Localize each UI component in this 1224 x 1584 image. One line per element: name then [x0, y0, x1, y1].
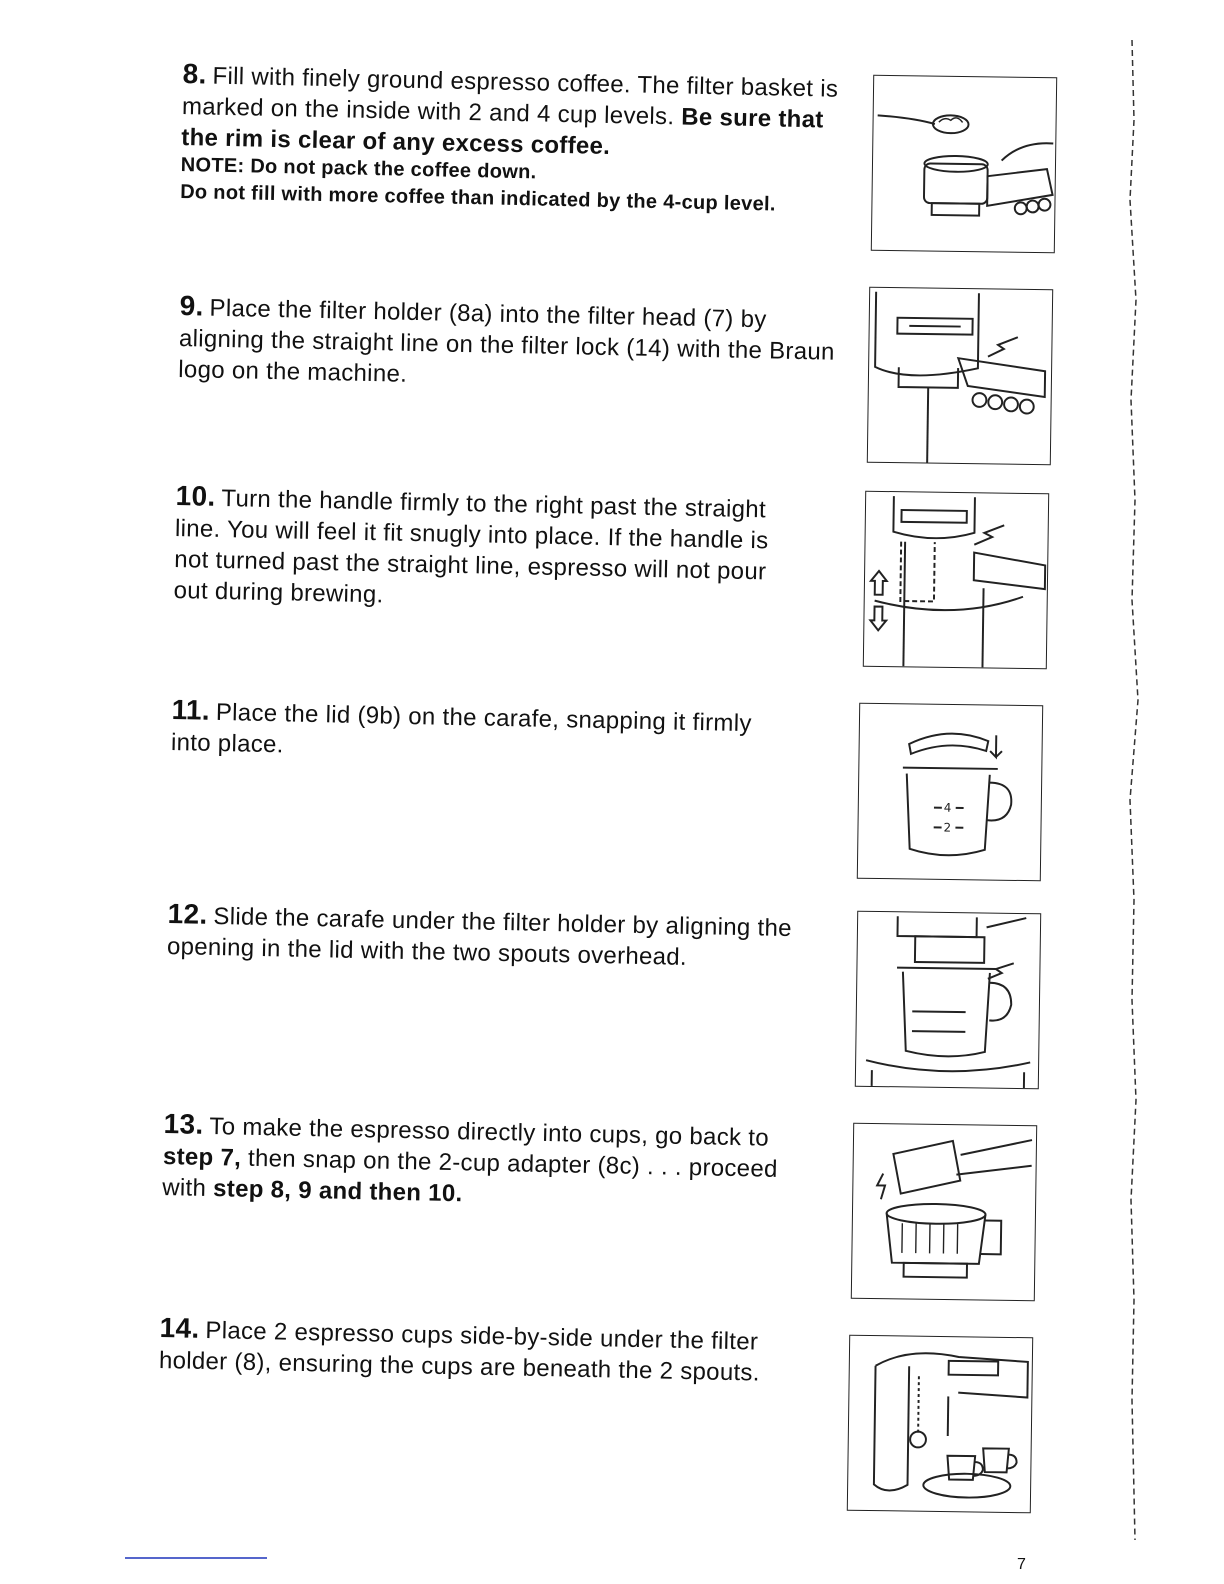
step-text: To make the espresso directly into cups, go back to [209, 1112, 770, 1152]
figure-carafe-position [855, 911, 1041, 1090]
step-reference: step 8, 9 and then 10. [212, 1175, 463, 1208]
step-number: 12. [167, 898, 208, 930]
carafe-mark-4: 4 [943, 800, 952, 815]
step-12 [167, 898, 808, 975]
step-text: Place the filter holder (8a) into the filter head (7) by aligning the straight line on the filter lock (14) with the Braun logo on the machine. [178, 294, 835, 388]
step-10 [173, 480, 786, 619]
step-text: Place the lid (9b) on the carafe, snapping it firmly into place. [170, 698, 752, 759]
figure-fill-coffee [871, 75, 1057, 254]
step-text: Turn the handle firmly to the right past the straight line. You will feel it fit snugly into place. If the handle is not turned past the straight line, espresso will not pour out during brewing. [173, 484, 769, 609]
step-text: then snap on the 2-cup adapter (8c) . . . proceed with [162, 1144, 778, 1202]
step-number: 9. [179, 290, 204, 322]
note-line: Do not fill with more coffee than indicated by the 4-cup level. [179, 180, 776, 216]
step-text: Slide the carafe under the filter holder by aligning the opening in the lid with the two spouts overhead. [166, 902, 793, 971]
step-number: 11. [171, 694, 211, 726]
note-line: NOTE: Do not pack the coffee down. [180, 153, 537, 184]
step-number: 10. [175, 480, 216, 512]
figure-turn-handle [863, 491, 1049, 670]
page-bottom-line [125, 1557, 267, 1559]
step-text: Fill with finely ground espresso coffee. The filter basket is marked on the inside with 2 and 4 cup levels. [181, 62, 839, 131]
step-14 [159, 1312, 810, 1390]
step-warning: Be sure that the rim is clear of any excess coffee. [181, 103, 824, 160]
step-number: 14. [159, 1312, 200, 1344]
carafe-mark-2: 2 [943, 820, 952, 835]
figure-insert-filter-holder [867, 287, 1053, 466]
scan-edge-artifact [1112, 40, 1148, 1540]
step-number: 8. [182, 58, 207, 90]
figure-carafe-lid [857, 703, 1043, 882]
figure-cup-adapter [851, 1123, 1037, 1302]
step-11 [171, 694, 792, 771]
step-9 [178, 290, 840, 399]
step-8 [180, 58, 843, 219]
step-reference: step 7, [162, 1142, 242, 1172]
step-number: 13. [163, 1108, 204, 1140]
page-number: 7 [1017, 1556, 1026, 1573]
step-13 [162, 1108, 784, 1216]
step-text: Place 2 espresso cups side-by-side under the filter holder (8), ensuring the cups are beneath the 2 spouts. [158, 1316, 761, 1387]
figure-two-cups [847, 1335, 1033, 1514]
